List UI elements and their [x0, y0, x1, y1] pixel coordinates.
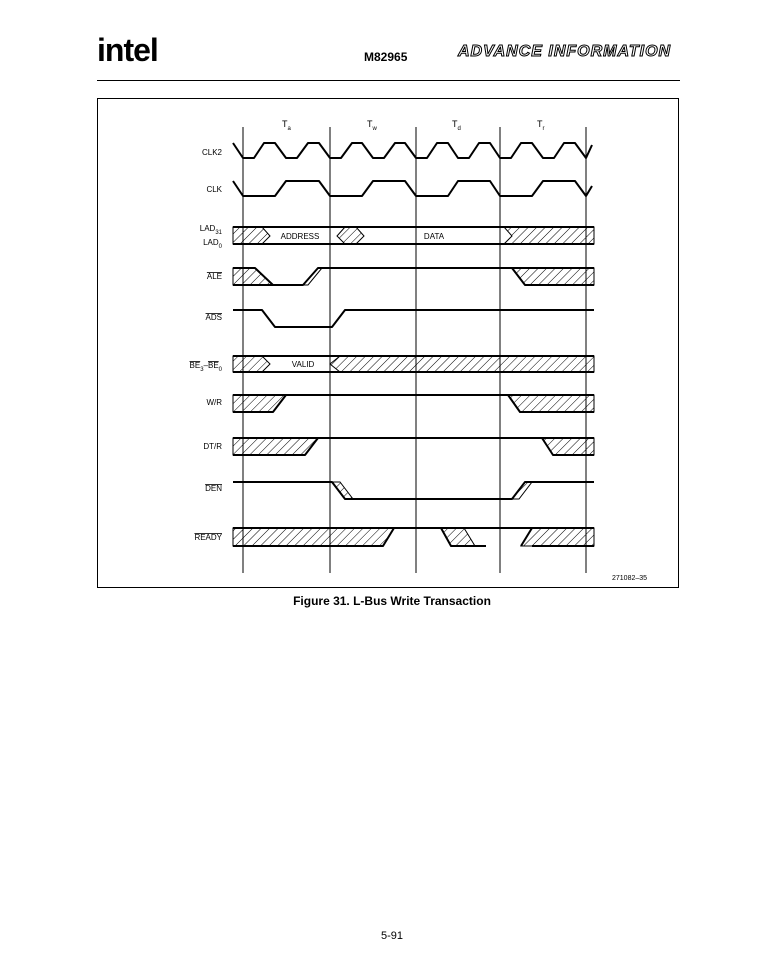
bus-label-data: DATA: [423, 232, 445, 241]
figure-caption: Figure 31. L-Bus Write Transaction: [293, 594, 491, 608]
label-be: $BE_3-BE_0$: [189, 361, 222, 373]
label-clk2: CLK2: [201, 148, 222, 157]
waveform-den: [233, 482, 594, 499]
waveform-ads: [233, 310, 594, 327]
figure-id: 271082–35: [612, 575, 648, 582]
state-label-ta: $T_a$: [282, 119, 291, 132]
label-ads: ADS: [205, 313, 222, 322]
signal-labels: [190, 148, 223, 542]
waveform-clk: [233, 181, 592, 196]
label-wr: W/R: [206, 398, 222, 407]
label-den: DEN: [205, 484, 222, 493]
label-clk: CLK: [206, 185, 222, 194]
state-labels: [282, 119, 545, 132]
label-lad0: $LAD_0$: [203, 238, 222, 250]
page-number: 5-91: [380, 930, 404, 942]
state-label-tw: $T_w$: [367, 119, 377, 132]
bus-labels: [281, 232, 445, 369]
bus-label-address: ADDRESS: [280, 232, 320, 241]
label-ready: READY: [194, 533, 222, 542]
state-label-td: $T_d$: [452, 119, 461, 132]
label-dtr: DT/R: [203, 442, 222, 451]
advance-information-banner: ADVANCE INFORMATION: [458, 43, 672, 60]
bus-label-valid: VALID: [291, 360, 315, 369]
label-ale: ALE: [206, 272, 222, 281]
part-number: M82965: [364, 50, 408, 64]
state-label-tr: $T_r$: [537, 119, 545, 132]
intel-logo: intel: [97, 32, 158, 68]
waveform-clk2: [233, 143, 592, 158]
label-lad31: $LAD_{31}$: [199, 224, 222, 236]
